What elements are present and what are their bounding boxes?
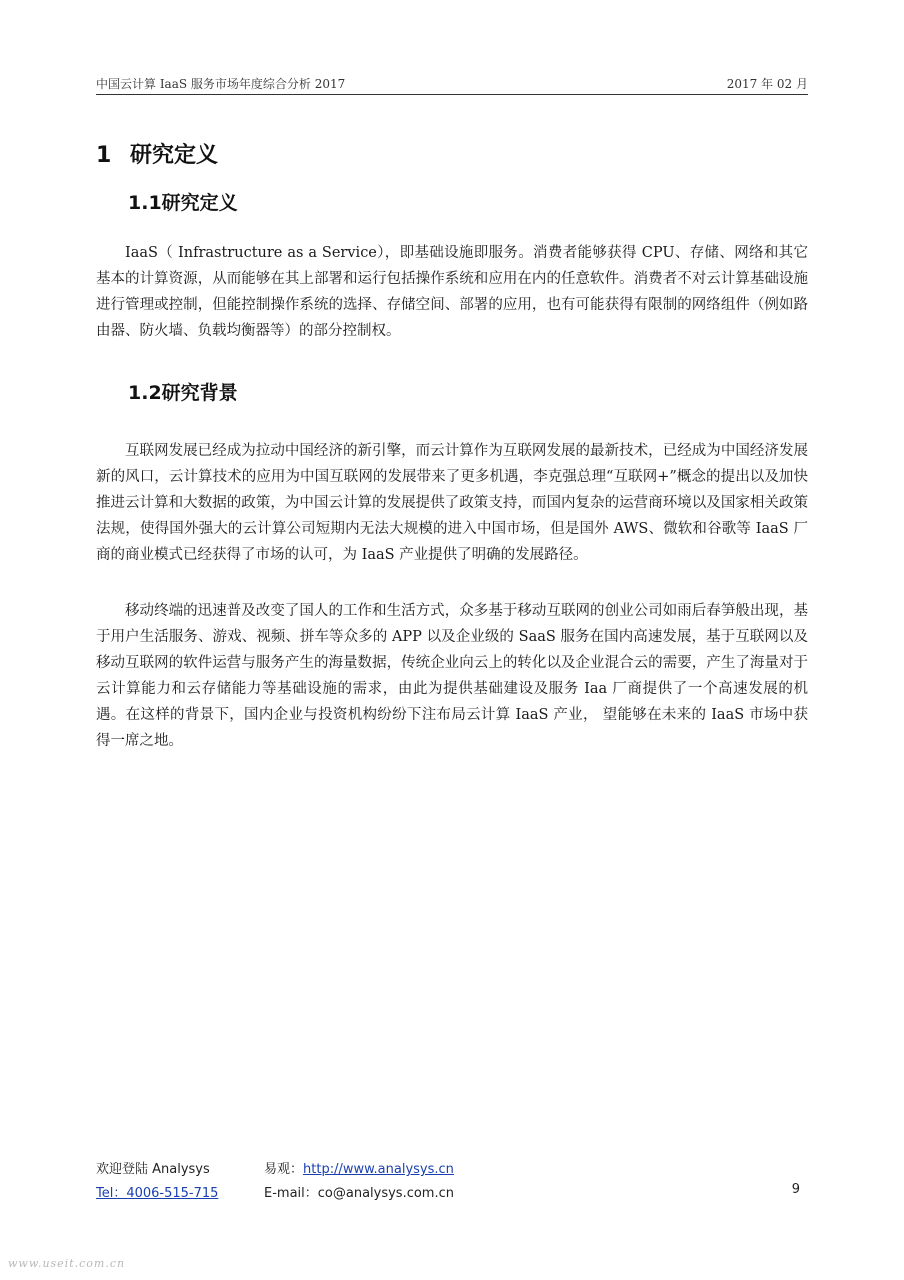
footer-welcome: 欢迎登陆 Analysys bbox=[96, 1162, 210, 1177]
footer-site-label: 易观： bbox=[264, 1162, 304, 1177]
section-1-2-paragraph-2: 移动终端的迅速普及改变了国人的工作和生活方式，众多基于移动互联网的创业公司如雨后春笋般出现，基于用户生活服务、游戏、视频、拼车等众多的 APP 以及企业级的 SaaS 服务在国内高速发展，基于互联网以及移动互联网的软件运营与服务产生的海量数据，传统企业向云上的转化以及企业混合云的需要，产生了海量对于云计算能力和云存储能力等基础设施的需求，由此为提供基础建设及服务 Iaa 厂商提供了一个高速发展的机遇。在这样的背景下，国内企业与投资机构纷纷下注布局云计算 IaaS 产业， 望能够在未来的 IaaS 市场中获得一席之地。 bbox=[96, 603, 808, 749]
page-header bbox=[96, 72, 808, 95]
section-1-2-paragraph-1: 互联网发展已经成为拉动中国经济的新引擎，而云计算作为互联网发展的最新技术，已经成为中国经济发展新的风口，云计算技术的应用为中国互联网的发展带来了更多机遇，李克强总理“互联网+”概念的提出以及加快推进云计算和大数据的政策，为中国云计算的发展提供了政策支持，而国内复杂的运营商环境以及国家相关政策法规，使得国外强大的云计算公司短期内无法大规模的进入中国市场，但是国外 AWS、微软和谷歌等 IaaS 厂商的商业模式已经获得了市场的认可，为 IaaS 产业提供了明确的发展路径。 bbox=[96, 443, 808, 563]
footer-site-link[interactable]: http://www.analysys.cn bbox=[303, 1162, 454, 1177]
page-footer bbox=[96, 1158, 808, 1206]
footer-tel-link[interactable]: Tel：4006-515-715 bbox=[96, 1186, 219, 1201]
page-number: 9 bbox=[791, 1182, 800, 1197]
section-1-2-heading: 1.2研究背景 bbox=[128, 382, 238, 404]
header-title: 中国云计算 IaaS 服务市场年度综合分析 2017 bbox=[96, 77, 346, 91]
section-1-1-heading: 1.1研究定义 bbox=[128, 192, 238, 214]
section-1-1-paragraph: IaaS（ Infrastructure as a Service），即基础设施即服务。消费者能够获得 CPU、存储、网络和其它基本的计算资源，从而能够在其上部署和运行包括操作系统和应用在内的任意软件。消费者不对云计算基础设施进行管理或控制，但能控制操作系统的选择、存储空间、部署的应用，也有可能获得有限制的网络组件（例如路由器、防火墙、负载均衡器等）的部分控制权。 bbox=[96, 245, 808, 339]
watermark: www.useit.com.cn bbox=[8, 1257, 126, 1270]
footer-site bbox=[264, 1158, 454, 1177]
footer-email: E-mail：co@analysys.com.cn bbox=[264, 1186, 454, 1201]
section-1-number: 1 bbox=[96, 143, 112, 168]
header-date: 2017 年 02 月 bbox=[726, 77, 808, 91]
section-1-title: 研究定义 bbox=[130, 143, 219, 168]
section-1-heading bbox=[96, 138, 218, 169]
